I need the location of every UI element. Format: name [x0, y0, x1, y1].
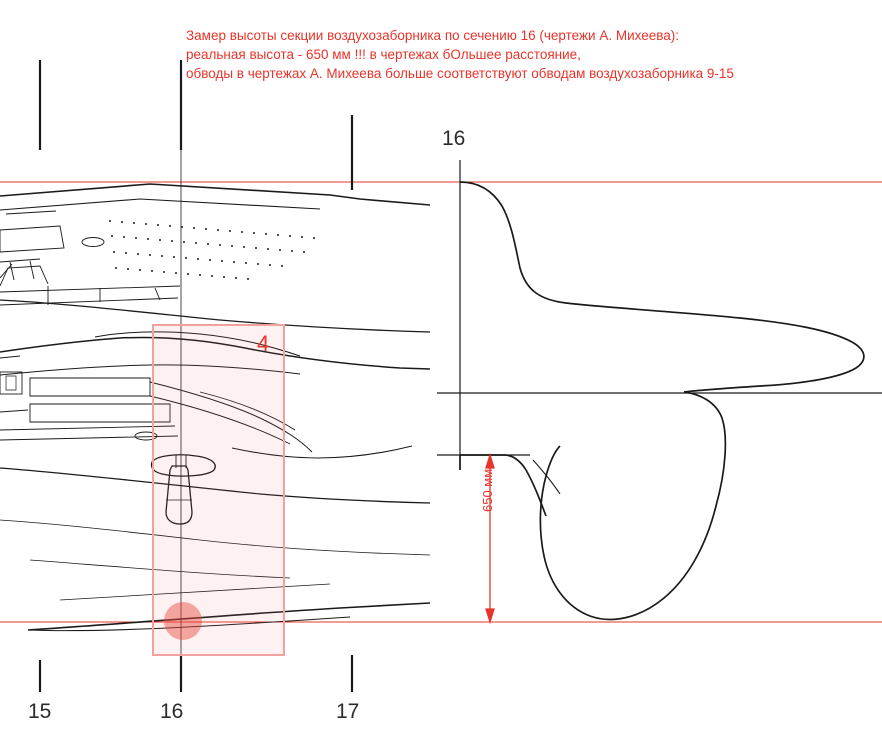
annotation-line-3: обводы в чертежах А. Михеева больше соответствуют обводам воздухозаборника 9-15 — [186, 66, 734, 81]
upper-panel-lines — [0, 211, 180, 305]
label-station-15: 15 — [28, 700, 52, 723]
annotation-line-2: реальная высота - 650 мм !!! в чертежах бОльшее расстояние, — [186, 47, 581, 62]
label-station-16: 16 — [160, 700, 184, 723]
rivet-rows — [109, 220, 315, 280]
dimension-650-label: 650 мм — [480, 468, 495, 512]
label-station-17: 17 — [336, 700, 360, 723]
callout-4: 4 — [257, 331, 270, 356]
marker-dot-station-16 — [164, 602, 202, 640]
label-section-16: 16 — [442, 127, 466, 150]
annotation-line-1: Замер высоты секции воздухозаборника по сечению 16 (чертежи А. Михеева): — [186, 28, 680, 43]
section-16-outline — [460, 182, 864, 619]
